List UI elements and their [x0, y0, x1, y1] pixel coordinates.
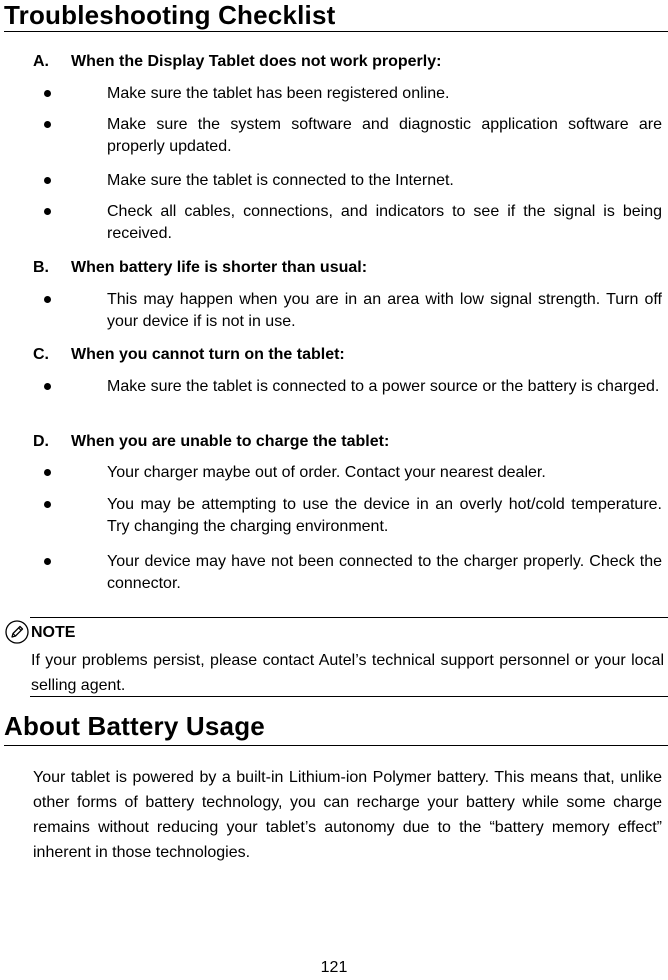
list-item: [107, 201, 662, 245]
list-item-text: Check all cables, connections, and indicators to see if the signal is being received.: [107, 203, 662, 242]
section-heading-text: When the Display Tablet does not work properly:: [71, 53, 442, 70]
section-d-heading: [33, 432, 660, 452]
bullet-icon: [44, 296, 51, 303]
pencil-icon: [5, 620, 29, 644]
note-top-rule: [30, 617, 668, 618]
bullet-icon: [44, 501, 51, 508]
bullet-icon: [44, 90, 51, 97]
note-label: NOTE: [31, 624, 76, 641]
list-item: [107, 462, 662, 484]
bullet-icon: [44, 469, 51, 476]
section-letter: D.: [33, 433, 49, 450]
battery-paragraph: Your tablet is powered by a built-in Lithium-ion Polymer battery. This means that, unlike other forms of battery technology, you can recharge your battery while some charge remains without reducing your tablet’s autonomy due to the “battery memory effect” inherent in those technologies.: [33, 769, 662, 861]
list-item-text: Make sure the tablet is connected to a power source or the battery is charged.: [107, 378, 660, 395]
bullet-icon: [44, 383, 51, 390]
section-letter: C.: [33, 346, 49, 363]
section-letter: A.: [33, 53, 49, 70]
title-rule: [4, 31, 668, 32]
page-number: 121: [320, 959, 348, 976]
list-item: [107, 494, 662, 538]
list-item: [107, 551, 662, 595]
troubleshooting-title: Troubleshooting Checklist: [4, 0, 336, 30]
list-item: [107, 170, 662, 192]
bullet-icon: [44, 121, 51, 128]
battery-title: About Battery Usage: [4, 711, 265, 741]
list-item-text: Your device may have not been connected to the charger properly. Check the connector.: [107, 553, 662, 592]
bullet-icon: [44, 208, 51, 215]
note-bottom-rule: [30, 696, 668, 697]
list-item-text: Your charger maybe out of order. Contact your nearest dealer.: [107, 464, 546, 481]
list-item-text: You may be attempting to use the device in an overly hot/cold temperature. Try changing the charging environment.: [107, 496, 662, 535]
list-item-text: Make sure the system software and diagnostic application software are properly updated.: [107, 116, 662, 155]
section-letter: B.: [33, 259, 49, 276]
list-item-text: This may happen when you are in an area with low signal strength. Turn off your device if is not in use.: [107, 291, 662, 330]
section-heading-text: When you are unable to charge the tablet:: [71, 433, 390, 450]
list-item: [107, 114, 662, 158]
section-c-heading: [33, 345, 660, 365]
list-item-text: Make sure the tablet is connected to the Internet.: [107, 172, 454, 189]
section-heading-text: When you cannot turn on the tablet:: [71, 346, 345, 363]
list-item: [107, 289, 662, 333]
list-item: [107, 83, 662, 105]
note-text: If your problems persist, please contact Autel’s technical support personnel or your local selling agent.: [31, 652, 664, 694]
list-item: [107, 376, 662, 398]
section-a-heading: [33, 52, 660, 72]
list-item-text: Make sure the tablet has been registered online.: [107, 85, 450, 102]
battery-title-rule: [4, 745, 668, 746]
section-heading-text: When battery life is shorter than usual:: [71, 259, 368, 276]
bullet-icon: [44, 558, 51, 565]
bullet-icon: [44, 177, 51, 184]
section-b-heading: [33, 258, 660, 278]
